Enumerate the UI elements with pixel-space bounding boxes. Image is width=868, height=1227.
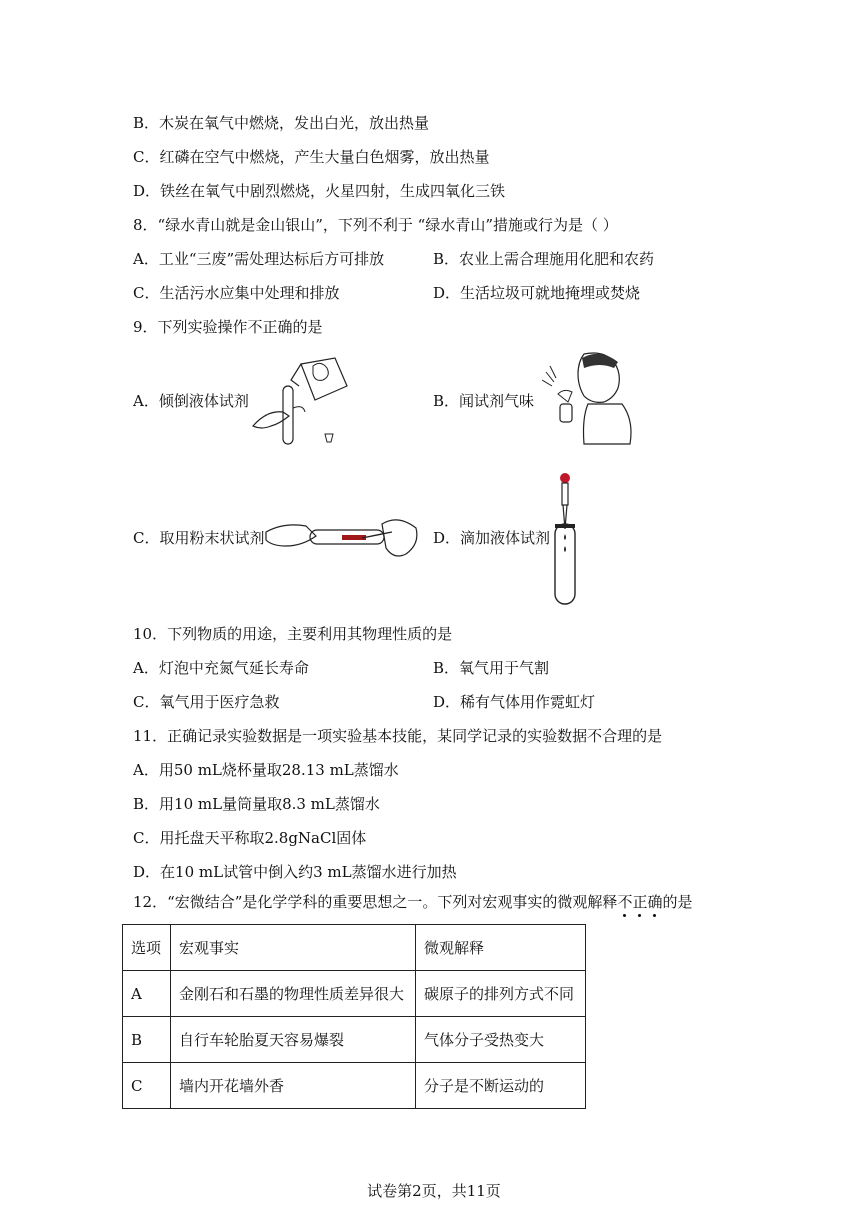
q11-option-a: A．用50 mL烧杯量取28.13 mL蒸馏水	[133, 761, 399, 779]
q10-option-c: C．氧气用于医疗急救	[133, 693, 280, 711]
q12-stem-pre: 12．“宏微结合”是化学学科的重要思想之一。下列对宏观事实的微观解释	[133, 893, 618, 911]
table-header-cell: 微观解释	[416, 925, 586, 971]
q11-option-b: B．用10 mL量筒量取8.3 mL蒸馏水	[133, 795, 380, 813]
table-cell: 分子是不断运动的	[416, 1063, 586, 1109]
table-cell: 自行车轮胎夏天容易爆裂	[171, 1017, 416, 1063]
q10-option-b: B．氧气用于气割	[433, 659, 550, 677]
q11-option-d: D．在10 mL试管中倒入约3 mL蒸馏水进行加热	[133, 863, 457, 881]
table-cell: 墙内开花墙外香	[171, 1063, 416, 1109]
q8-option-d: D．生活垃圾可就地掩埋或焚烧	[433, 284, 641, 302]
q11-option-c: C．用托盘天平称取2.8gNaCl固体	[133, 829, 367, 847]
q8-stem: 8．“绿水青山就是金山银山”，下列不利于 “绿水青山”措施或行为是（ ）	[133, 216, 618, 234]
smelling-reagent-figure	[538, 348, 634, 450]
q9-option-b: B．闻试剂气味	[433, 392, 535, 410]
q8-option-a: A．工业“三废”需处理达标后方可排放	[133, 250, 385, 268]
q10-option-a: A．灯泡中充氮气延长寿命	[133, 659, 309, 677]
table-row	[123, 1063, 586, 1109]
powder-reagent-figure	[262, 510, 422, 562]
q9-option-c: C．取用粉末状试剂	[133, 529, 265, 547]
q12-emphasis-char: 正	[632, 893, 648, 911]
q7-option-c: C．红磷在空气中燃烧，产生大量白色烟雾，放出热量	[133, 148, 490, 166]
table-header-row	[123, 925, 586, 971]
q8-option-c: C．生活污水应集中处理和排放	[133, 284, 340, 302]
q9-option-d: D．滴加液体试剂	[433, 529, 551, 547]
q12-table	[122, 924, 586, 1109]
table-cell: 碳原子的排列方式不同	[416, 971, 586, 1017]
table-row	[123, 971, 586, 1017]
q12-emphasis-char: 确	[647, 893, 663, 911]
q10-option-d: D．稀有气体用作霓虹灯	[433, 693, 596, 711]
q12-emphasis-char: 不	[617, 893, 633, 911]
q9-option-a: A．倾倒液体试剂	[133, 392, 249, 410]
q11-stem: 11．正确记录实验数据是一项实验基本技能，某同学记录的实验数据不合理的是	[133, 727, 663, 745]
table-row	[123, 1017, 586, 1063]
dropping-liquid-figure	[550, 470, 580, 608]
table-header-cell: 选项	[123, 925, 171, 971]
table-header-cell: 宏观事实	[171, 925, 416, 971]
pouring-liquid-figure	[243, 356, 355, 448]
q9-stem: 9．下列实验操作不正确的是	[133, 318, 323, 336]
q7-option-b: B．木炭在氧气中燃烧，发出白光，放出热量	[133, 114, 430, 132]
table-cell: A	[123, 971, 171, 1017]
q7-option-d: D．铁丝在氧气中剧烈燃烧，火星四射，生成四氧化三铁	[133, 182, 506, 200]
q12-stem-post: 的是	[662, 893, 693, 911]
table-cell: B	[123, 1017, 171, 1063]
q12-stem	[133, 892, 693, 912]
q8-option-b: B．农业上需合理施用化肥和农药	[433, 250, 655, 268]
table-cell: 金刚石和石墨的物理性质差异很大	[171, 971, 416, 1017]
page-footer: 试卷第2页，共11页	[367, 1182, 501, 1200]
q10-stem: 10．下列物质的用途，主要利用其物理性质的是	[133, 625, 453, 643]
table-cell: 气体分子受热变大	[416, 1017, 586, 1063]
table-cell: C	[123, 1063, 171, 1109]
